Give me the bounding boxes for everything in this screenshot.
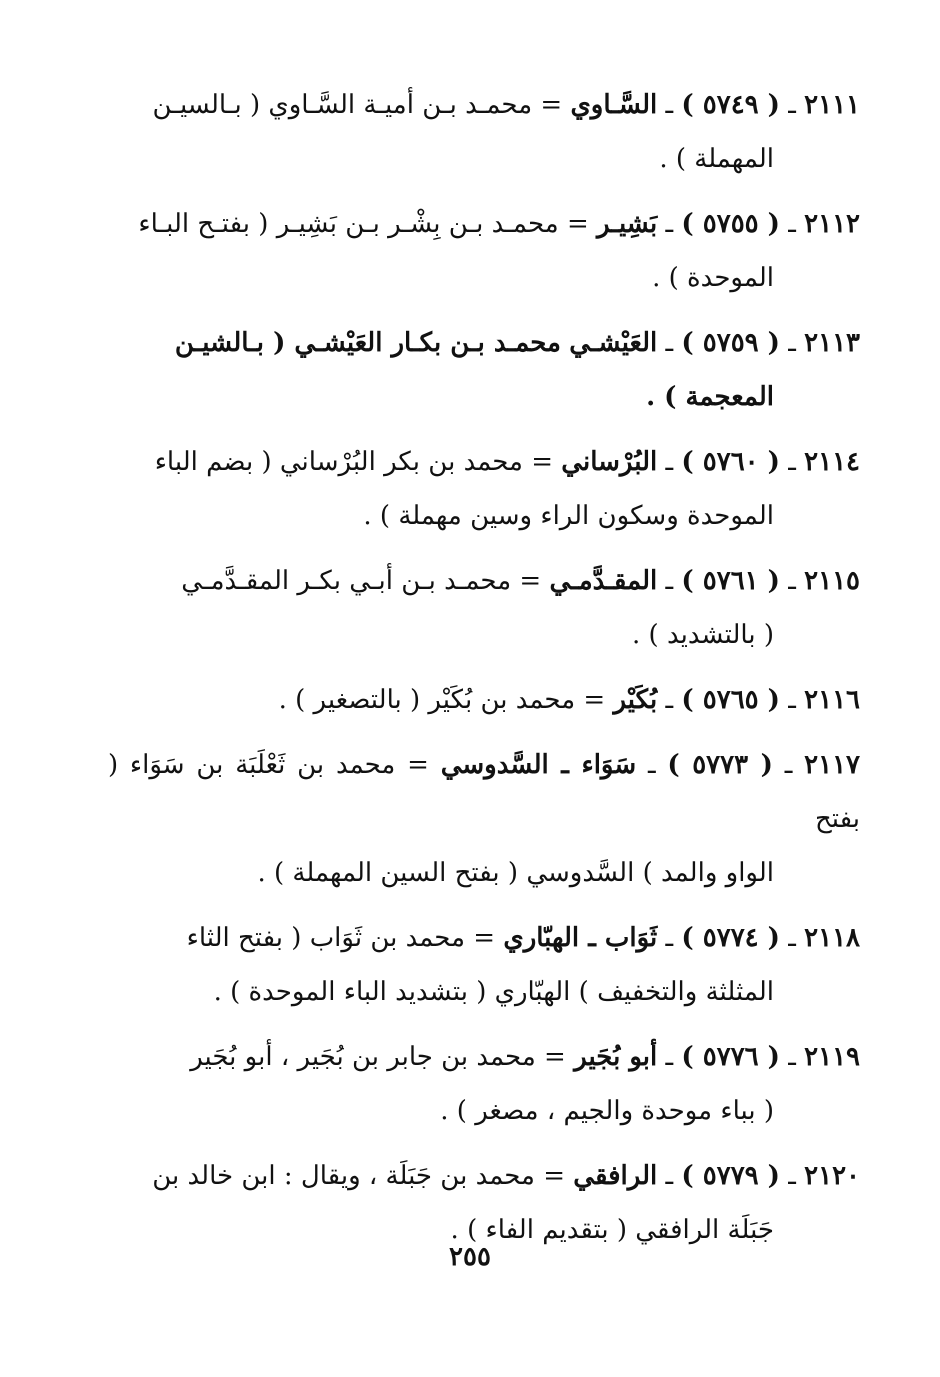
entry-number: ٢١١٢ [804,209,860,239]
entry-number: ٢١١٣ [804,328,860,358]
entry-reference: ( ٥٧٤٩ ) [681,90,780,120]
entry-reference: ( ٥٧٧٦ ) [681,1042,780,1072]
entry-text: = محمد بن ثَعْلَبَة بن سَوَاء ( بفتح [108,750,860,834]
entry-first-line: ٢١١١ ـ ( ٥٧٤٩ ) ـ السَّـاوي = محمـد بـن أميـة السَّـاوي ( بـالسيـن [152,90,860,120]
entry-text: = محمد بن ثَوَاب ( بفتح الثاء [186,923,496,953]
entry-number: ٢١١٨ [804,923,860,953]
entry-text: = محمـد بـن أميـة السَّـاوي ( بـالسيـن [152,90,563,120]
entry-text: محمـد بـن بكـار العَيْشـي ( بـالشيـن [174,328,561,358]
entry-number: ٢١١٤ [804,447,860,477]
entry-reference: ( ٥٧٥٩ ) [681,328,780,358]
entry-first-line: ٢١١٥ ـ ( ٥٧٦١ ) ـ المقـدَّمـي = محمـد بـن أبـي بكـر المقـدَّمـي [181,566,860,596]
entry-continuation: جَبَلَة الرافقي ( بتقديم الفاء ) . [450,1215,774,1245]
entry-2114 [108,435,860,543]
entry-first-line: ٢١١٩ ـ ( ٥٧٧٦ ) ـ أبو بُجَير = محمد بن جابر بن بُجَير ، أبو بُجَير [190,1042,860,1072]
entry-text: = محمد بن بُكَيْر ( بالتصغير ) . [278,685,606,715]
entry-2119 [108,1030,860,1138]
entry-number: ٢١١٥ [804,566,860,596]
entry-continuation: المهملة ) . [659,144,774,174]
entry-first-line: ٢١٢٠ ـ ( ٥٧٧٩ ) ـ الرافقي = محمد بن جَبَلَة ، ويقال : ابن خالد بن [152,1161,860,1191]
entry-continuation: الموحدة وسكون الراء وسين مهملة ) . [363,501,774,531]
entry-text: = محمـد بـن أبـي بكـر المقـدَّمـي [181,566,542,596]
entry-text: = محمد بن جابر بن بُجَير ، أبو بُجَير [190,1042,566,1072]
entry-reference: ( ٥٧٦٠ ) [681,447,780,477]
entry-2118 [108,911,860,1019]
entry-first-line: ٢١١٤ ـ ( ٥٧٦٠ ) ـ البُرْساني = محمد بن بكر البُرْساني ( بضم الباء [154,447,860,477]
entry-name: سَوَاء ـ السَّدوسي [440,750,637,780]
entry-2115 [108,554,860,662]
entry-first-line: ٢١١٧ ـ ( ٥٧٧٣ ) ـ سَوَاء ـ السَّدوسي = محمد بن ثَعْلَبَة بن سَوَاء ( بفتح [108,750,860,834]
entry-number: ٢١١٧ [804,750,860,780]
entry-name: بَشِيـر [597,209,658,239]
entry-first-line: ٢١١٣ ـ ( ٥٧٥٩ ) ـ العَيْشـي محمـد بـن بكـار العَيْشـي ( بـالشيـن [174,328,860,358]
entry-2113 [108,316,860,424]
entry-first-line: ٢١١٨ ـ ( ٥٧٧٤ ) ـ ثَوَاب ـ الهبّاري = محمد بن ثَوَاب ( بفتح الثاء [186,923,860,953]
entry-reference: ( ٥٧٦١ ) [681,566,780,596]
entry-first-line: ٢١١٢ ـ ( ٥٧٥٥ ) ـ بَشِيـر = محمـد بـن بِشْـر بـن بَشِيـر ( بفتـح البـاء [138,209,860,239]
entry-number: ٢١١١ [804,90,860,120]
entry-reference: ( ٥٧٧٩ ) [681,1161,780,1191]
entry-2117 [108,738,860,900]
entry-name: البُرْساني [561,447,658,477]
entry-name: ثَوَاب ـ الهبّاري [503,923,658,953]
entry-2112 [108,197,860,305]
entry-number: ٢١١٦ [804,685,860,715]
entry-name: المقـدَّمـي [549,566,658,596]
entry-2116 [108,673,860,727]
entry-reference: ( ٥٧٥٥ ) [681,209,780,239]
entry-continuation: الموحدة ) . [652,263,774,293]
entry-text: = محمـد بـن بِشْـر بـن بَشِيـر ( بفتـح البـاء [138,209,589,239]
entry-2111 [108,78,860,186]
entry-reference: ( ٥٧٧٣ ) [667,750,773,780]
entry-number: ٢١١٩ [804,1042,860,1072]
entry-continuation: ( بالتشديد ) . [632,620,774,650]
entry-number: ٢١٢٠ [804,1161,860,1191]
entry-continuation: ( بباء موحدة والجيم ، مصغر ) . [440,1096,774,1126]
entry-name: بُكَيْر [613,685,658,715]
entry-continuation: المثلثة والتخفيف ) الهبّاري ( بتشديد الباء الموحدة ) . [213,977,774,1007]
entry-name: السَّـاوي [570,90,658,120]
entry-name: الرافقي [573,1161,658,1191]
entry-continuation: المعجمة ) . [646,382,774,412]
page-number: ٢٥٥ [449,1242,491,1272]
entry-2120 [108,1149,860,1257]
entry-text: = محمد بن جَبَلَة ، ويقال : ابن خالد بن [152,1161,566,1191]
entry-reference: ( ٥٧٦٥ ) [681,685,780,715]
entry-reference: ( ٥٧٧٤ ) [681,923,780,953]
entry-first-line: ٢١١٦ ـ ( ٥٧٦٥ ) ـ بُكَيْر = محمد بن بُكَيْر ( بالتصغير ) . [278,685,860,715]
entry-name: أبو بُجَير [574,1042,658,1072]
entry-continuation: الواو والمد ) السَّدوسي ( بفتح السين المهملة ) . [257,858,774,888]
entry-name: العَيْشـي [569,328,658,358]
entry-text: = محمد بن بكر البُرْساني ( بضم الباء [154,447,554,477]
